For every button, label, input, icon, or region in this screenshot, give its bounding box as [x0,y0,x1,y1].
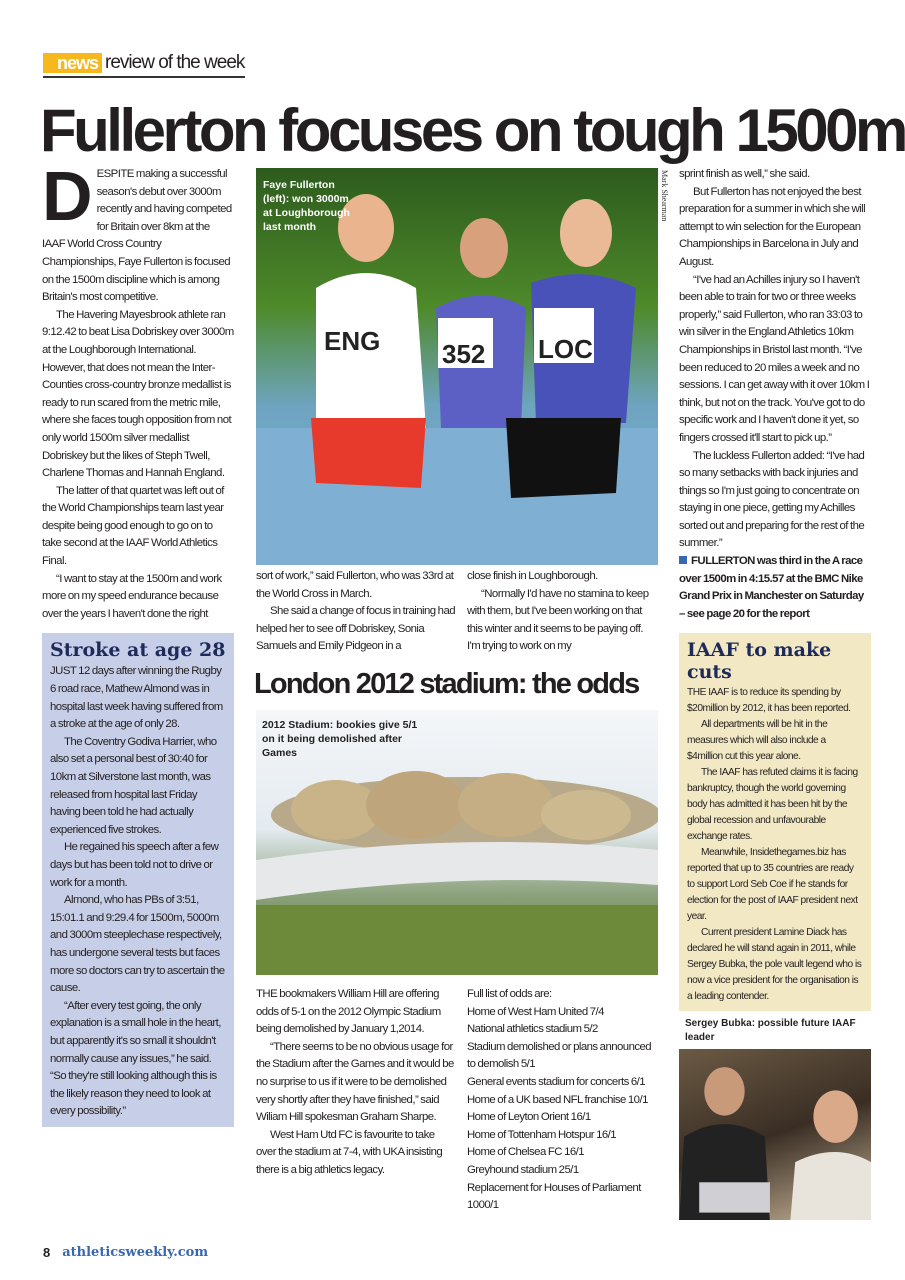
section-kicker [43,50,245,78]
footnote [679,553,871,623]
bubka-photo [679,1049,871,1220]
news-tag: news [43,53,102,73]
headline: Fullerton focuses on tough 1500m [40,97,905,164]
iaaf-body [679,685,871,1005]
stroke-title: Stroke at age 28 [50,639,226,662]
photo-caption: Faye Fullerton (left): won 3000m at Loughborough last month [263,179,350,233]
story-col-3 [467,568,658,656]
bib-352: 352 [442,339,486,369]
bullet-icon [679,556,687,564]
bib-loc: LOC [538,334,593,364]
paragraph: sort of work,” said Fullerton, who was 33rd at the World Cross in March. [256,570,454,600]
photo-credit: Mark Shearman [660,170,669,222]
bib-eng: ENG [324,326,381,356]
odds-item: Home of Leyton Orient 16/1 [467,1111,591,1124]
paragraph: She said a change of focus in training had helped her to see off Dobriskey, Sonia Samuels and Emily Pidgeon in a [256,605,456,653]
odds-item: Home of a UK based NFL franchise 10/1 [467,1093,648,1106]
page-footer [43,1245,208,1260]
paragraph: “I've had an Achilles injury so I haven't been able to train for two or three weeks properly,” said Fullerton, who ran 33:03 to win silver in the England Athletics 10km Championships in Bristol last month. “I've been reduced to 20 miles a week and no sessions. I can get away with it over 10km I think, but not on the track. You've got to do specific work and I haven't done it yet, so fingers crossed it'll start to pick up.” [679,273,870,444]
odds-intro: Full list of odds are: [467,988,552,1000]
odds-list [467,986,658,1215]
odds-item: National athletics stadium 5/2 [467,1023,598,1036]
left-column [42,157,234,1127]
paragraph: The latter of that quartet was left out of the World Championships team last year despite being good enough to go on to take second at the IAAF World Athletics Final. [42,484,224,568]
odds-item: Greyhound stadium 25/1 [467,1163,579,1176]
paragraph: close finish in Loughborough. [467,570,598,582]
page-number: 8 [43,1245,51,1260]
paragraph: Meanwhile, Insidethegames.biz has reported that up to 35 countries are ready to support Lord Seb Coe if he stands for election for the post of IAAF president next year. [687,847,858,923]
paragraph: sprint finish as well,” she said. [679,168,810,180]
site-url[interactable]: athleticsweekly.com [62,1245,209,1260]
paragraph: West Ham Utd FC is favourite to take over the stadium at 7-4, with UKA insisting there is a big athletics legacy. [256,1128,443,1176]
paragraph: But Fullerton has not enjoyed the best preparation for a summer in which she will attempt to win selection for the European Championships in Barcelona in July and August. [679,185,866,268]
stadium-col-1 [256,986,456,1180]
stroke-box [42,633,234,1126]
odds-item: General events stadium for concerts 6/1 [467,1075,646,1088]
paragraph: “Normally I'd have no stamina to keep with them, but I've been working on that this winter and it seems to be paying off. I'm trying to work on my [467,587,649,653]
section-title: review of the week [105,52,245,73]
stadium-photo-caption: 2012 Stadium: bookies give 5/1 on it being demolished after Games [262,719,418,759]
fullerton-photo [256,168,658,565]
paragraph: “I want to stay at the 1500m and work more on my speed endurance because over the years I haven't done the right [42,572,222,620]
paragraph: All departments will be hit in the measures which will also include a $4million cut this year alone. [687,719,828,763]
iaaf-title: IAAF to make cuts [687,639,832,684]
story-col-1 [42,157,234,623]
story-col-4 [679,166,871,623]
paragraph: He regained his speech after a few days but has been told not to drive or work for a month. [50,841,219,889]
stroke-body [42,663,234,1120]
stadium-headline: London 2012 stadium: the odds [254,668,639,700]
paragraph: Current president Lamine Diack has declared he will stand again in 2011, while Sergey Bubka, the pole vault legend who is now a vice president for the organisation is a leading contender. [687,927,862,1003]
paragraph: The Havering Mayesbrook athlete ran 9:12.42 to beat Lisa Dobriskey over 3000m at the Loughborough International. However, that does not mean the Inter-Counties cross-country bronze medallist is ready to run scared from the metric mile, where she faces tough opposition from not only world 1500m silver medallist Dobriskey but the likes of Steph Twell, Charlene Thomas and Hannah England. [42,308,234,480]
bubka-caption: Sergey Bubka: possible future IAAF leader [685,1018,856,1044]
paragraph: THE bookmakers William Hill are offering odds of 5-1 on the 2012 Olympic Stadium being demolished by January 1,2014. [256,988,441,1036]
iaaf-box [679,633,871,1011]
right-column [679,166,871,1220]
paragraph: JUST 12 days after winning the Rugby 6 road race, Mathew Almond was in hospital last week having suffered from a stroke at the age of only 28. [50,665,223,731]
paragraph: Almond, who has PBs of 3:51, 15:01.1 and 9:29.4 for 1500m, 5000m and 3000m steeplechase respectively, has undergone several tests but faces more so doctors can try to ascertain the cause. [50,894,225,995]
footnote-text: FULLERTON was third in the A race over 1500m in 4:15.57 at the BMC Nike Grand Prix in Manchester on Saturday – see page 20 for the report [679,555,864,620]
story-col-2 [256,568,456,656]
paragraph: The Coventry Godiva Harrier, who also set a personal best of 30:40 for 10km at Silverstone last month, was released from hospital last Friday having been told he had actually experienced five strokes. [50,735,217,836]
paragraph: THE IAAF is to reduce its spending by $20million by 2012, it has been reported. [687,687,851,715]
paragraph: “There seems to be no obvious usage for the Stadium after the Games and it would be no surprise to us if it were to be demolished very shortly after they have finished,” said Wiliam Hill spokesman Graham Sharpe. [256,1040,454,1124]
odds-item: Home of West Ham United 7/4 [467,1005,604,1018]
odds-item: Home of Tottenham Hotspur 16/1 [467,1128,617,1141]
paragraph: “After every test going, the only explanation is a small hole in the heart, but apparently it's so small it shouldn't normally cause any issues,” he said. “So they're still looking although this is the likely reason they need to look at every possibility.” [50,999,221,1118]
paragraph: The luckless Fullerton added: “I've had so many setbacks with back injuries and things so I'm just going to concentrate on staying in one piece, getting my Achilles sorted out and preparing for the rest of the summer.” [679,449,865,550]
drop-cap: D [42,157,93,235]
odds-item: Replacement for Houses of Parliament 1000/1 [467,1181,641,1212]
odds-item: Home of Chelsea FC 16/1 [467,1146,585,1159]
stadium-photo [256,710,658,975]
paragraph: The IAAF has refuted claims it is facing bankruptcy, though the world governing body has admitted it has been hit by the global recession and unfavourable exchange rates. [687,767,858,843]
paragraph: ESPITE making a successful season's debut over 3000m recently and having competed for Britain over 8km at the IAAF World Cross Country Championships, Faye Fullerton is focused on the 1500m discipline which is among Britain's most competitive. [42,168,232,304]
odds-item: Stadium demolished or plans announced to demolish 5/1 [467,1040,652,1071]
